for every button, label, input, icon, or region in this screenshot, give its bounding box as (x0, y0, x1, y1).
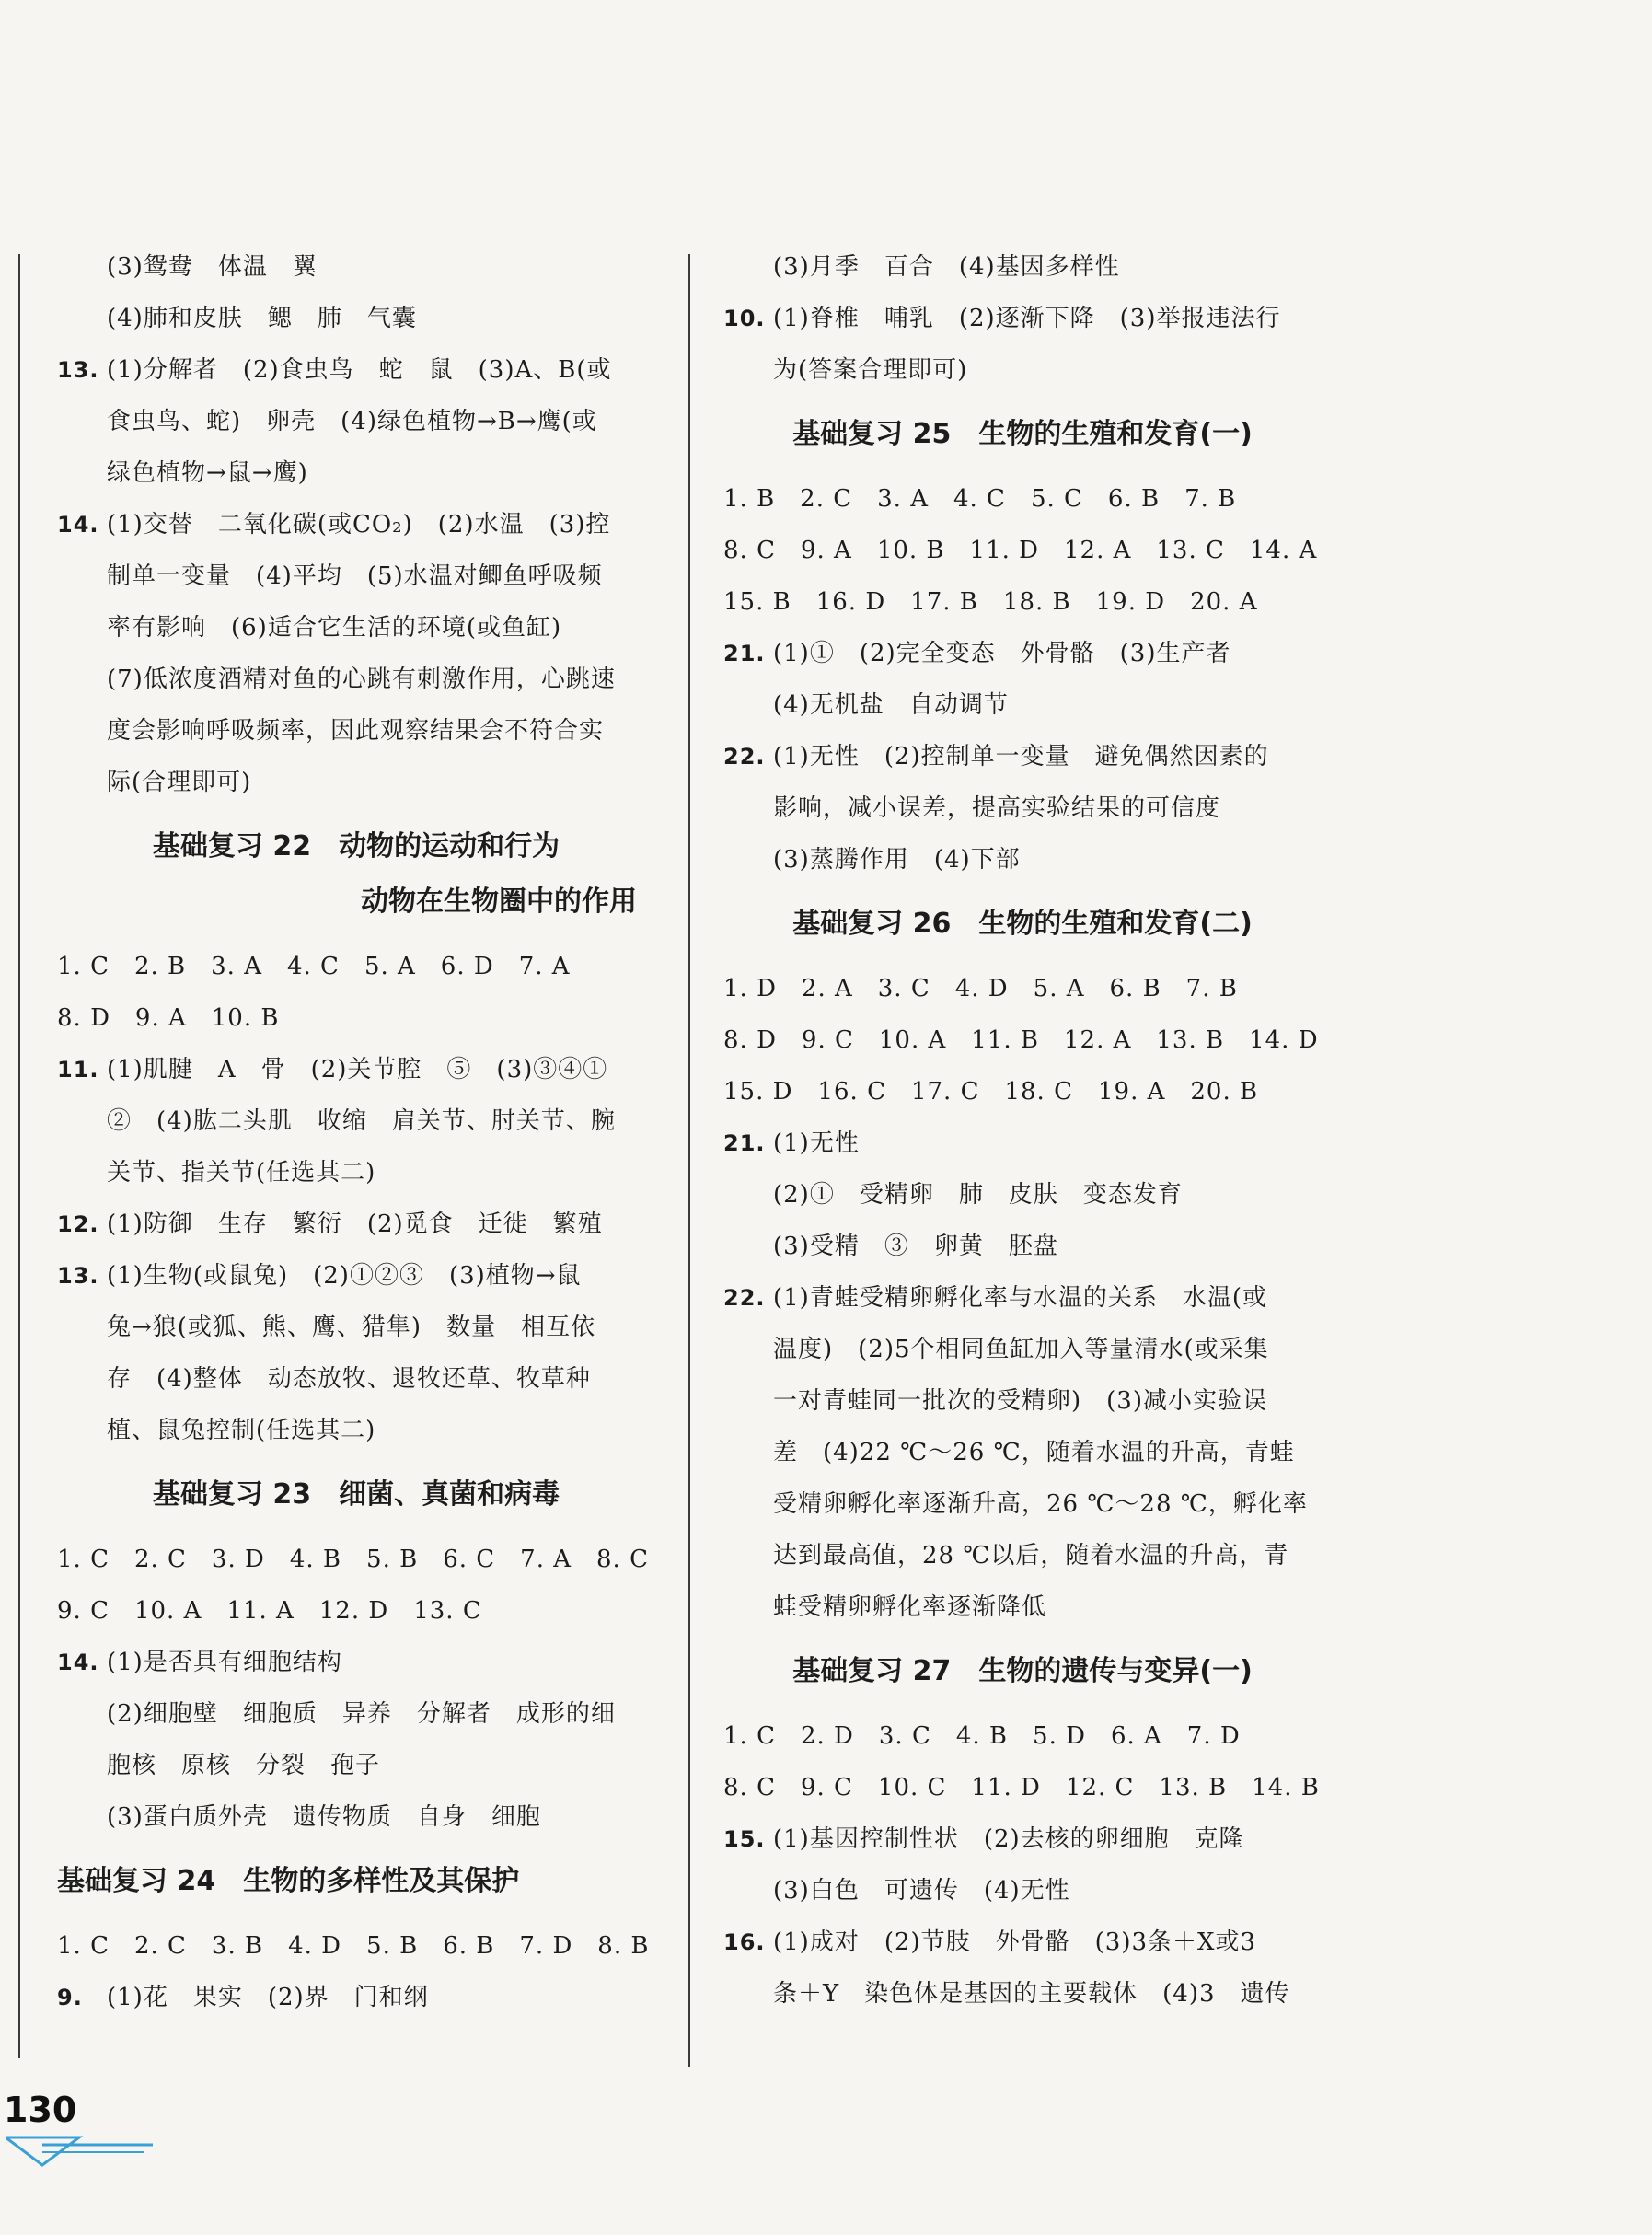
question-number: 12. (57, 1211, 99, 1237)
answer-text: (1)防御 生存 繁衍 (2)觅食 迁徙 繁殖 (107, 1210, 603, 1238)
answer-continuation: 际(合理即可) (107, 769, 252, 796)
page-number-decoration (6, 2134, 153, 2167)
section-heading: 基础复习 27 生物的遗传与变异(一) (792, 1655, 1253, 1687)
section-heading: 基础复习 26 生物的生殖和发育(二) (792, 908, 1253, 940)
answer-text: (1)肌腱 A 骨 (2)关节腔 ⑤ (3)③④① (107, 1056, 608, 1083)
answer-continuation: 差 (4)22 ℃～26 ℃，随着水温的升高，青蛙 (773, 1439, 1295, 1466)
answer-line (723, 1118, 1322, 1169)
choice-answers: 8. C 9. A 10. B 11. D 12. A 13. C 14. A (723, 537, 1318, 564)
spacer (57, 1523, 655, 1534)
answer-line (723, 1813, 1322, 1865)
spacer (723, 396, 1322, 407)
answer-continuation: (7)低浓度酒精对鱼的心跳有刺激作用，心跳速 (107, 666, 616, 693)
answer-line (57, 1972, 655, 2023)
answer-continuation: (3)鸳鸯 体温 翼 (107, 253, 318, 281)
answer-continuation: 胞核 原核 分裂 孢子 (107, 1752, 381, 1779)
answer-text: (1)脊椎 哺乳 (2)逐渐下降 (3)举报违法行 (773, 305, 1281, 332)
answer-continuation: (2)细胞壁 细胞质 异养 分解者 成形的细 (107, 1700, 616, 1728)
answer-line (57, 1637, 655, 1688)
choice-answers: 8. D 9. C 10. A 11. B 12. A 13. B 14. D (723, 1026, 1319, 1054)
choice-answers: 9. C 10. A 11. A 12. D 13. C (57, 1597, 482, 1625)
choice-answers: 1. C 2. C 3. B 4. D 5. B 6. B 7. D 8. B (57, 1932, 650, 1960)
answer-line (723, 1272, 1322, 1324)
choice-answers: 1. D 2. A 3. C 4. D 5. A 6. B 7. B (723, 975, 1238, 1002)
answer-text: (1)无性 (773, 1129, 860, 1157)
answer-continuation: 存 (4)整体 动态放牧、退牧还草、牧草种 (107, 1365, 591, 1393)
question-number: 22. (723, 1285, 766, 1311)
answer-text: (1)生物(或鼠兔) (2)①②③ (3)植物→鼠 (107, 1262, 582, 1290)
section-heading: 基础复习 23 细菌、真菌和病毒 (152, 1478, 560, 1511)
answer-continuation: 受精卵孵化率逐渐升高，26 ℃～28 ℃，孵化率 (773, 1490, 1308, 1518)
answer-continuation: (3)蒸腾作用 (4)下部 (773, 846, 1021, 874)
spacer (57, 1909, 655, 1920)
answer-line (723, 731, 1322, 782)
answer-text: (1)是否具有细胞结构 (107, 1649, 342, 1676)
section-heading: 基础复习 25 生物的生殖和发育(一) (792, 418, 1253, 450)
question-number: 13. (57, 357, 99, 383)
answer-continuation: (3)受精 ③ 卵黄 胚盘 (773, 1233, 1058, 1260)
answer-continuation: (4)肺和皮肤 鳃 肺 气囊 (107, 305, 417, 332)
answer-continuation: 率有影响 (6)适合它生活的环境(或鱼缸) (107, 614, 562, 642)
spacer (57, 930, 655, 941)
question-number: 10. (723, 306, 766, 331)
answer-continuation: (4)无机盐 自动调节 (773, 691, 1009, 719)
answer-continuation: 蛙受精卵孵化率逐渐降低 (773, 1593, 1047, 1621)
answer-text: (1)青蛙受精卵孵化率与水温的关系 水温(或 (773, 1284, 1267, 1312)
spacer (723, 952, 1322, 963)
answer-line (57, 1199, 655, 1250)
answer-continuation: ② (4)肱二头肌 收缩 肩关节、肘关节、腕 (107, 1107, 616, 1135)
answer-continuation: 制单一变量 (4)平均 (5)水温对鲫鱼呼吸频 (107, 562, 603, 590)
answer-line (57, 1250, 655, 1302)
answer-text: (1)成对 (2)节肢 外骨骼 (3)3条＋X或3 (773, 1928, 1257, 1956)
page-number: 130 (4, 2090, 77, 2130)
answer-continuation: (3)白色 可遗传 (4)无性 (773, 1877, 1070, 1905)
answer-continuation: (3)月季 百合 (4)基因多样性 (773, 253, 1120, 281)
answer-line (57, 499, 655, 550)
question-number: 21. (723, 1130, 766, 1156)
answer-continuation: 度会影响呼吸频率，因此观察结果会不符合实 (107, 717, 605, 745)
question-number: 14. (57, 512, 99, 538)
choice-answers: 1. C 2. B 3. A 4. C 5. A 6. D 7. A (57, 953, 571, 980)
choice-answers: 1. B 2. C 3. A 4. C 5. C 6. B 7. B (723, 485, 1237, 513)
left-margin-rule (18, 254, 20, 2058)
spacer (57, 808, 655, 819)
right-column (723, 241, 1322, 2020)
spacer (723, 462, 1322, 473)
choice-answers: 15. B 16. D 17. B 18. B 19. D 20. A (723, 588, 1258, 616)
answer-continuation: 影响，减小误差，提高实验结果的可信度 (773, 794, 1221, 822)
answer-text: (1)花 果实 (2)界 门和纲 (107, 1984, 429, 2011)
answer-continuation: 温度) (2)5个相同鱼缸加入等量清水(或采集 (773, 1336, 1269, 1363)
answer-line (723, 293, 1322, 344)
spacer (57, 1843, 655, 1854)
answer-continuation: 达到最高值，28 ℃以后，随着水温的升高，青 (773, 1542, 1289, 1569)
answer-line (57, 344, 655, 396)
question-number: 13. (57, 1263, 99, 1289)
answer-continuation: 兔→狼(或狐、熊、鹰、猎隼) 数量 相互依 (107, 1314, 596, 1341)
choice-answers: 15. D 16. C 17. C 18. C 19. A 20. B (723, 1078, 1259, 1106)
question-number: 15. (723, 1826, 766, 1852)
answer-continuation: 绿色植物→鼠→鹰) (107, 459, 308, 487)
section-heading: 基础复习 22 动物的运动和行为 (152, 830, 560, 863)
answer-text: (1)交替 二氧化碳(或CO₂) (2)水温 (3)控 (107, 511, 611, 538)
answer-text: (1)① (2)完全变态 外骨骼 (3)生产者 (773, 640, 1231, 667)
question-number: 9. (57, 1985, 83, 2010)
section-heading: 基础复习 24 生物的多样性及其保护 (57, 1865, 520, 1897)
answer-text: (1)无性 (2)控制单一变量 避免偶然因素的 (773, 743, 1269, 770)
answer-line (723, 1917, 1322, 1968)
spacer (723, 1699, 1322, 1710)
answer-text: (1)分解者 (2)食虫鸟 蛇 鼠 (3)A、B(或 (107, 356, 612, 384)
answer-continuation: 一对青蛙同一批次的受精卵) (3)减小实验误 (773, 1387, 1267, 1415)
section-heading: 动物在生物圈中的作用 (361, 886, 637, 918)
column-divider (688, 254, 690, 2067)
spacer (723, 1633, 1322, 1644)
answer-continuation: 为(答案合理即可) (773, 356, 968, 384)
choice-answers: 8. D 9. A 10. B (57, 1004, 280, 1032)
answer-continuation: 条＋Y 染色体是基因的主要载体 (4)3 遗传 (773, 1980, 1290, 2008)
answer-line (57, 1044, 655, 1095)
choice-answers: 1. C 2. C 3. D 4. B 5. B 6. C 7. A 8. C (57, 1546, 649, 1573)
answer-continuation: (2)① 受精卵 肺 皮肤 变态发育 (773, 1181, 1183, 1209)
question-number: 21. (723, 641, 766, 666)
question-number: 11. (57, 1057, 99, 1083)
left-column (57, 241, 655, 2023)
spacer (723, 886, 1322, 897)
question-number: 16. (723, 1929, 766, 1955)
choice-answers: 8. C 9. C 10. C 11. D 12. C 13. B 14. B (723, 1774, 1320, 1801)
answer-continuation: 食虫鸟、蛇) 卵壳 (4)绿色植物→B→鹰(或 (107, 408, 597, 435)
choice-answers: 1. C 2. D 3. C 4. B 5. D 6. A 7. D (723, 1722, 1241, 1750)
answer-text: (1)基因控制性状 (2)去核的卵细胞 克隆 (773, 1825, 1244, 1853)
answer-continuation: (3)蛋白质外壳 遗传物质 自身 细胞 (107, 1803, 541, 1831)
answer-continuation: 关节、指关节(任选其二) (107, 1159, 376, 1187)
spacer (57, 1456, 655, 1467)
answer-line (723, 628, 1322, 679)
question-number: 14. (57, 1650, 99, 1675)
question-number: 22. (723, 744, 766, 770)
answer-continuation: 植、鼠兔控制(任选其二) (107, 1417, 376, 1444)
